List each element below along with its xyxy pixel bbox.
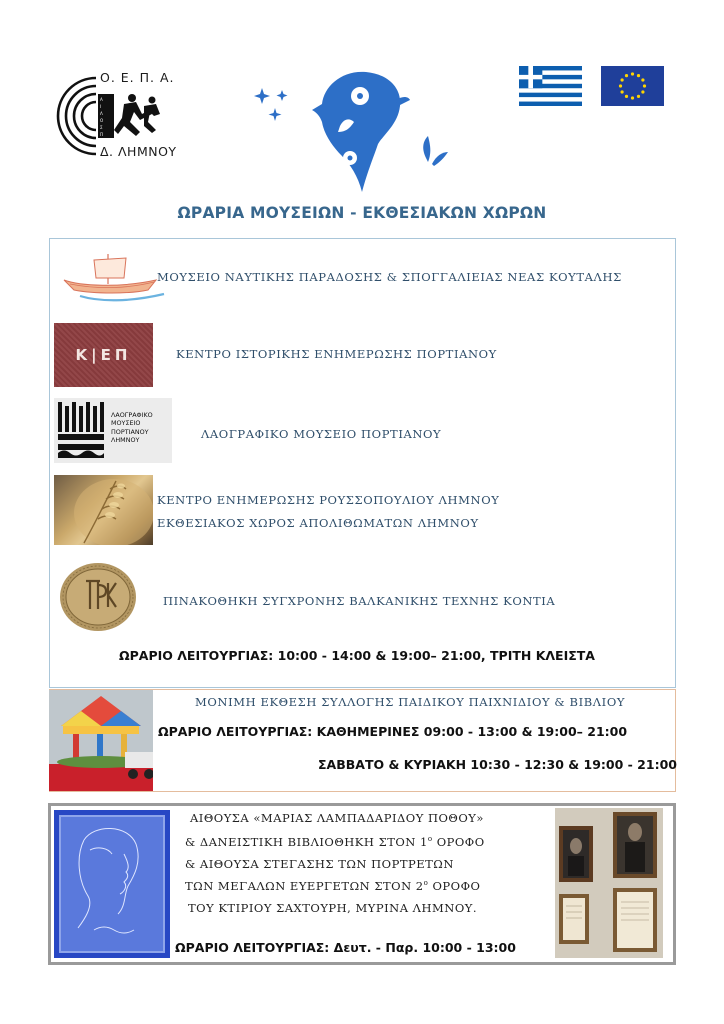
hall-line-2-text: & ΔΑΝΕΙΣΤΙΚΗ ΒΙΒΛΙΟΘΗΚΗ ΣΤΟΝ 1 <box>185 835 428 849</box>
svg-text:Ι: Ι <box>100 104 102 109</box>
folk-logo-line-2: ΜΟΥΣΕΙΟ <box>111 419 141 428</box>
museum-folk-name: ΛΑΟΓΡΑΦΙΚΟ ΜΟΥΣΕΙΟ ΠΟΡΤΙΑΝΟΥ <box>201 427 442 441</box>
museum-roussopoulio-name: ΚΕΝΤΡΟ ΕΝΗΜΕΡΩΣΗΣ ΡΟΥΣΣΟΠΟΥΛΙΟΥ ΛΗΜΝΟΥ <box>157 493 500 507</box>
org-name: Ο. Ε. Π. Α. <box>100 70 175 85</box>
hall-line-2 <box>185 835 485 849</box>
hall-line-4 <box>185 879 480 893</box>
page-title: ΩΡΑΡΙΑ ΜΟΥΣΕΙΩΝ - ΕΚΘΕΣΙΑΚΩΝ ΧΩΡΩΝ <box>177 204 547 222</box>
eu-flag <box>601 66 664 106</box>
kontias-gallery-medal <box>58 561 138 633</box>
oepa-logo <box>52 70 187 162</box>
toy-carousel-photo <box>49 690 153 791</box>
museum-kontias-name: ΠΙΝΑΚΟΘΗΚΗ ΣΥΓΧΡΟΝΗΣ ΒΑΛΚΑΝΙΚΗΣ ΤΕΧΝΗΣ ΚΟΝΤΙΑ <box>163 594 556 608</box>
folk-logo-line-3: ΠΟΡΤΙΑΝΟΥ <box>111 427 149 436</box>
hall-line-4-sup: ο <box>423 879 429 888</box>
kiep-logo <box>54 323 153 387</box>
museums-hours: ΩΡΑΡΙΟ ΛΕΙΤΟΥΡΓΙΑΣ: 10:00 - 14:00 & 19:00– 21:00, ΤΡΙΤΗ ΚΛΕΙΣΤΑ <box>119 648 595 663</box>
svg-text:Λ: Λ <box>100 111 103 116</box>
portraits-wall-photo <box>555 808 663 958</box>
svg-text:Ο: Ο <box>100 118 104 123</box>
toy-exhibition-name: ΜΟΝΙΜΗ ΕΚΘΕΣΗ ΣΥΛΛΟΓΗΣ ΠΑΙΔΙΚΟΥ ΠΑΙΧΝΙΔΙΟΥ & ΒΙΒΛΙΟΥ <box>195 695 626 709</box>
kiep-logo-text: Κ|ΕΠ <box>75 346 132 364</box>
ancient-coin-photo <box>54 475 153 545</box>
hall-line-2-floor: ΟΡΟΦΟ <box>432 835 485 849</box>
museum-nautical-name: ΜΟΥΣΕΙΟ ΝΑΥΤΙΚΗΣ ΠΑΡΑΔΟΣΗΣ & ΣΠΟΓΓΑΛΙΕΙΑΣ ΝΕΑΣ ΚΟΥΤΑΛΗΣ <box>157 270 622 284</box>
hall-line-4-text: ΤΩΝ ΜΕΓΑΛΩΝ ΕΥΕΡΓΕΤΩΝ ΣΤΟΝ 2 <box>185 879 424 893</box>
hall-line-3: & ΑΙΘΟΥΣΑ ΣΤΕΓΑΣΗΣ ΤΩΝ ΠΟΡΤΡΕΤΩΝ <box>185 857 454 871</box>
hall-line-2-sup: ο <box>427 835 433 844</box>
museum-history-center-name: ΚΕΝΤΡΟ ΙΣΤΟΡΙΚΗΣ ΕΝΗΜΕΡΩΣΗΣ ΠΟΡΤΙΑΝΟΥ <box>176 347 497 361</box>
portrait-drawing-photo <box>54 810 170 958</box>
hall-line-1: ΑΙΘΟΥΣΑ «ΜΑΡΙΑΣ ΛΑΜΠΑΔΑΡΙΔΟΥ ΠΟΘΟΥ» <box>190 811 484 825</box>
greek-flag <box>519 66 582 106</box>
svg-text:Σ: Σ <box>100 125 103 130</box>
hall-line-4-floor: ΟΡΟΦΟ <box>428 879 481 893</box>
svg-text:Π: Π <box>100 132 104 137</box>
org-place: Δ. ΛΗΜΝΟΥ <box>100 144 177 159</box>
museum-fossils-name: ΕΚΘΕΣΙΑΚΟΣ ΧΩΡΟΣ ΑΠΟΛΙΘΩΜΑΤΩΝ ΛΗΜΝΟΥ <box>157 516 479 530</box>
ship-logo <box>60 250 165 308</box>
svg-text:Α: Α <box>100 97 103 102</box>
folk-museum-logo <box>54 398 172 463</box>
hall-hours: ΩΡΑΡΙΟ ΛΕΙΤΟΥΡΓΙΑΣ: Δευτ. - Παρ. 10:00 - 13:00 <box>175 940 516 955</box>
hall-line-5: ΤΟΥ ΚΤΙΡΙΟΥ ΣΑΧΤΟΥΡΗ, ΜΥΡΙΝΑ ΛΗΜΝΟΥ. <box>188 901 478 915</box>
toy-hours-weekdays: ΩΡΑΡΙΟ ΛΕΙΤΟΥΡΓΙΑΣ: ΚΑΘΗΜΕΡΙΝΕΣ 09:00 - 13:00 & 19:00– 21:00 <box>158 724 628 739</box>
folk-logo-line-4: ΛΗΜΝΟΥ <box>111 435 140 444</box>
dove-illustration <box>250 66 455 194</box>
toy-hours-weekend: ΣΑΒΒΑΤΟ & ΚΥΡΙΑΚΗ 10:30 - 12:30 & 19:00 - 21:00 <box>318 757 677 772</box>
folk-logo-line-1: ΛΑΟΓΡΑΦΙΚΟ <box>111 411 153 419</box>
